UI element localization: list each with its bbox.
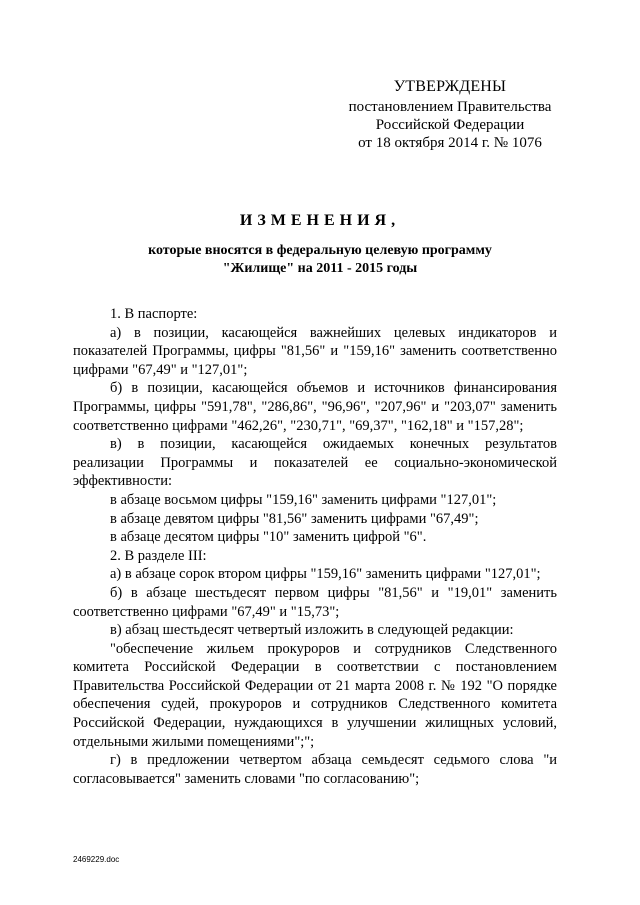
approval-line: постановлением Правительства [348, 99, 552, 115]
paragraph: а) в позиции, касающейся важнейших целевых индикаторов и показателей Программы, цифры "81,56" и "159,16" заменить соответственно цифрами "67,49" и "127,01"; [73, 324, 557, 378]
approval-heading: УТВЕРЖДЕНЫ [393, 78, 507, 95]
approval-block [330, 78, 570, 152]
paragraph: б) в позиции, касающейся объемов и источников финансирования Программы, цифры "591,78", "286,86", "96,96", "207,96" и "203,07" заменить соответственно цифрами "462,26", "230,71", "69,37", "162,18" и "157,28"; [73, 380, 557, 434]
file-name-footer: 2469229.doc [73, 855, 120, 864]
approval-line: Российской Федерации [375, 117, 525, 133]
paragraph: 2. В разделе III: [110, 547, 207, 564]
paragraph: а) в абзаце сорок втором цифры "159,16" заменить цифрами "127,01"; [110, 566, 541, 583]
paragraph: "обеспечение жильем прокуроров и сотрудников Следственного комитета Российской Федерации в соответствии с постановлением Правительства Российской Федерации от 21 марта 2008 г. № 192 "О порядке обеспечения судей, прокуроров и сотрудников Следственного комитета Российской Федерации, нуждающихся в улучшении жилищных условий, отдельными жилыми помещениями";"; [73, 640, 557, 750]
paragraph: в) в позиции, касающейся ожидаемых конечных результатов реализации Программы и показателей ее социально-экономической эффективности: [73, 436, 557, 490]
subtitle-line: которые вносятся в федеральную целевую программу [148, 243, 492, 258]
paragraph: в абзаце восьмом цифры "159,16" заменить цифрами "127,01"; [110, 491, 497, 508]
paragraph: в абзаце девятом цифры "81,56" заменить цифрами "67,49"; [110, 510, 479, 527]
paragraph: в абзаце десятом цифры "10" заменить цифрой "6". [110, 529, 427, 546]
document-body [73, 305, 557, 788]
paragraph: г) в предложении четвертом абзаца семьдесят седьмого слова "и согласовывается" заменить словами "по согласованию"; [73, 752, 557, 787]
paragraph: б) в абзаце шестьдесят первом цифры "81,56" и "19,01" заменить соответственно цифрами "67,49" и "15,73"; [73, 584, 557, 620]
approval-line: от 18 октября 2014 г. № 1076 [358, 135, 542, 151]
document-subtitle [70, 242, 570, 278]
subtitle-line: "Жилище" на 2011 - 2015 годы [222, 261, 418, 276]
document-title: ИЗМЕНЕНИЯ, [239, 212, 401, 229]
paragraph: в) абзац шестьдесят четвертый изложить в следующей редакции: [110, 622, 514, 639]
paragraph: 1. В паспорте: [110, 306, 198, 322]
